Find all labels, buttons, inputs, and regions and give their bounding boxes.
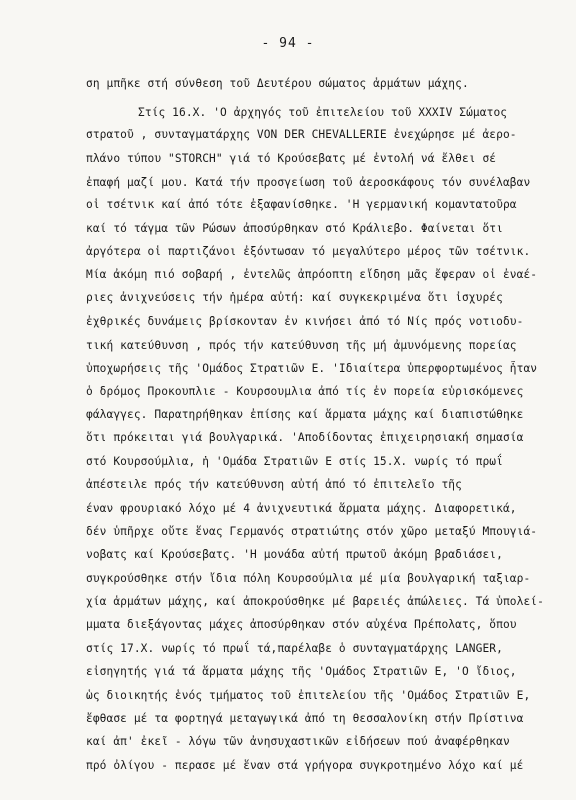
text-line: Μία ἀκόμη πιό σοβαρή , ἐντελῶς ἀπρόοπτη εἴδηση μᾶς ἔφεραν οἱ ἐναέ- [86,268,538,281]
text-line: νοβατς καί Κρούσεβατς. 'Η μονάδα αὐτή πρωτοῦ ἀκόμη βραδιάσει, [86,548,503,561]
text-line: ἐπαφή μαζί μου. Κατά τήν προσγείωση τοῦ ἀεροσκάφους τόν συνέλαβαν [86,176,531,189]
text-line: καί ἀπ' ἐκεῖ - λόγω τῶν ἀνησυχαστικῶν εἰδήσεων πού ἀναφέρθηκαν [86,735,510,748]
text-line: στρατοῦ , συνταγματάρχης VON DER CHEVALLERIE ἐνεχώρησε μέ ἀερο- [86,128,517,141]
text-line: ὡς διοικητής ἑνός τμήματος τοῦ ἐπιτελείου τῆς 'Ομάδος Στρατιῶν Ε, [86,689,531,702]
text-line: δέν ὑπῆρχε οὔτε ἕνας Γερμανός στρατιώτης στόν χῶρο μεταξύ Μπουγιά- [86,525,538,538]
text-line: ὅτι πρόκειται γιά βουλγαρικά. 'Αποδίδοντας ἐπιχειρησιακή σημασία [86,431,524,444]
text-line: ὑποχωρήσεις τῆς 'Ομάδος Στρατιῶν Ε. 'Ιδιαίτερα ὑπερφορτωμένος ἦταν [86,362,538,375]
text-line: στίς 17.Χ. νωρίς τό πρωΐ τά,παρέλαβε ὁ συνταγματάρχης LANGER, [86,642,503,655]
text-line: ἔφθασε μέ τα φορτηγά μεταγωγικά ἀπό τη θεσσαλονίκη στήν Πρίστινα [86,712,524,725]
text-line: καί τό τάγμα τῶν Ρώσων ἀποσύρθηκαν στό Κράλιεβο. Φαίνεται ὅτι [86,222,503,235]
text-line: μματα διεξάγοντας μάχες ἀποσύρθηκαν στόν αὐχένα Πρέπολατς, ὅπου [86,618,517,631]
text-line: πρό ὀλίγου - περασε μέ ἕναν στά γρήγορα συγκροτημένο λόχο καί μέ [86,759,524,772]
text-line: εἰσηγητής γιά τά ἅρματα μάχης τῆς 'Ομάδος Στρατιῶν Ε, 'Ο ἴδιος, [86,665,517,678]
text-line: τική κατεύθυνση , πρός τήν κατεύθυνση τῆς μή ἀμυνόμενης πορείας [86,339,517,352]
text-line: ὁ δρόμος Προκουπλιε - Κουρσουμλια ἀπό τίς ἐν πορεία εὑρισκόμενες [86,385,524,398]
text-line: ριες ἀνιχνεύσεις τήν ἡμέρα αὐτή: καί συγκεκριμένα ὅτι ἰσχυρές [86,291,503,304]
text-line: Στίς 16.Χ. 'Ο ἀρχηγός τοῦ ἐπιτελείου τοῦ XXXIV Σώματος [138,106,508,119]
text-line: συγκρούσθηκε στήν ἴδια πόλη Κουρσούμλια μέ μία βουλγαρική ταξιαρ- [86,572,531,585]
text-line: ση μπῆκε στή σύνθεση τοῦ Δευτέρου σώματος ἁρμάτων μάχης. [86,77,469,90]
text-line: φάλαγγες. Παρατηρήθηκαν ἐπίσης καί ἅρματα μάχης καί διαπιστώθηκε [86,408,524,421]
page-number: - 94 - [261,36,315,51]
text-line: ἐχθρικές δυνάμεις βρίσκονταν ἐν κινήσει ἀπό τό Νίς πρός νοτιοδυ- [86,315,524,328]
text-line: οἱ τσέτνικ καί ἀπό τότε ἐξαφανίσθηκε. 'Η γερμανική κομαντατοῦρα [86,198,517,211]
text-line: έναν φρουριακό λόχο μέ 4 ἀνιχνευτικά ἅρματα μάχης. Διαφορετικά, [86,502,517,515]
text-line: χία ἁρμάτων μάχης, καί ἀποκρούσθηκε μέ βαρειές ἀπώλειες. Τά ὑπολεί- [86,595,544,608]
text-line: ἀπέστειλε πρός τήν κατεύθυνση αὐτή ἀπό τό ἐπιτελεῖο τῆς [86,478,462,491]
text-line: στό Κουρσούμλια, ἡ 'Ομάδα Στρατιῶν Ε στίς 15.Χ. νωρίς τό πρωΐ [86,455,503,468]
text-line: πλάνο τύπου "STORCH" γιά τό Κρούσεβατς μέ ἐντολή νά ἔλθει σέ [86,152,497,165]
text-line: ἀργότερα οἱ παρτιζάνοι ἐξόντωσαν τό μεγαλύτερο μέρος τῶν τσέτνικ. [86,245,531,258]
